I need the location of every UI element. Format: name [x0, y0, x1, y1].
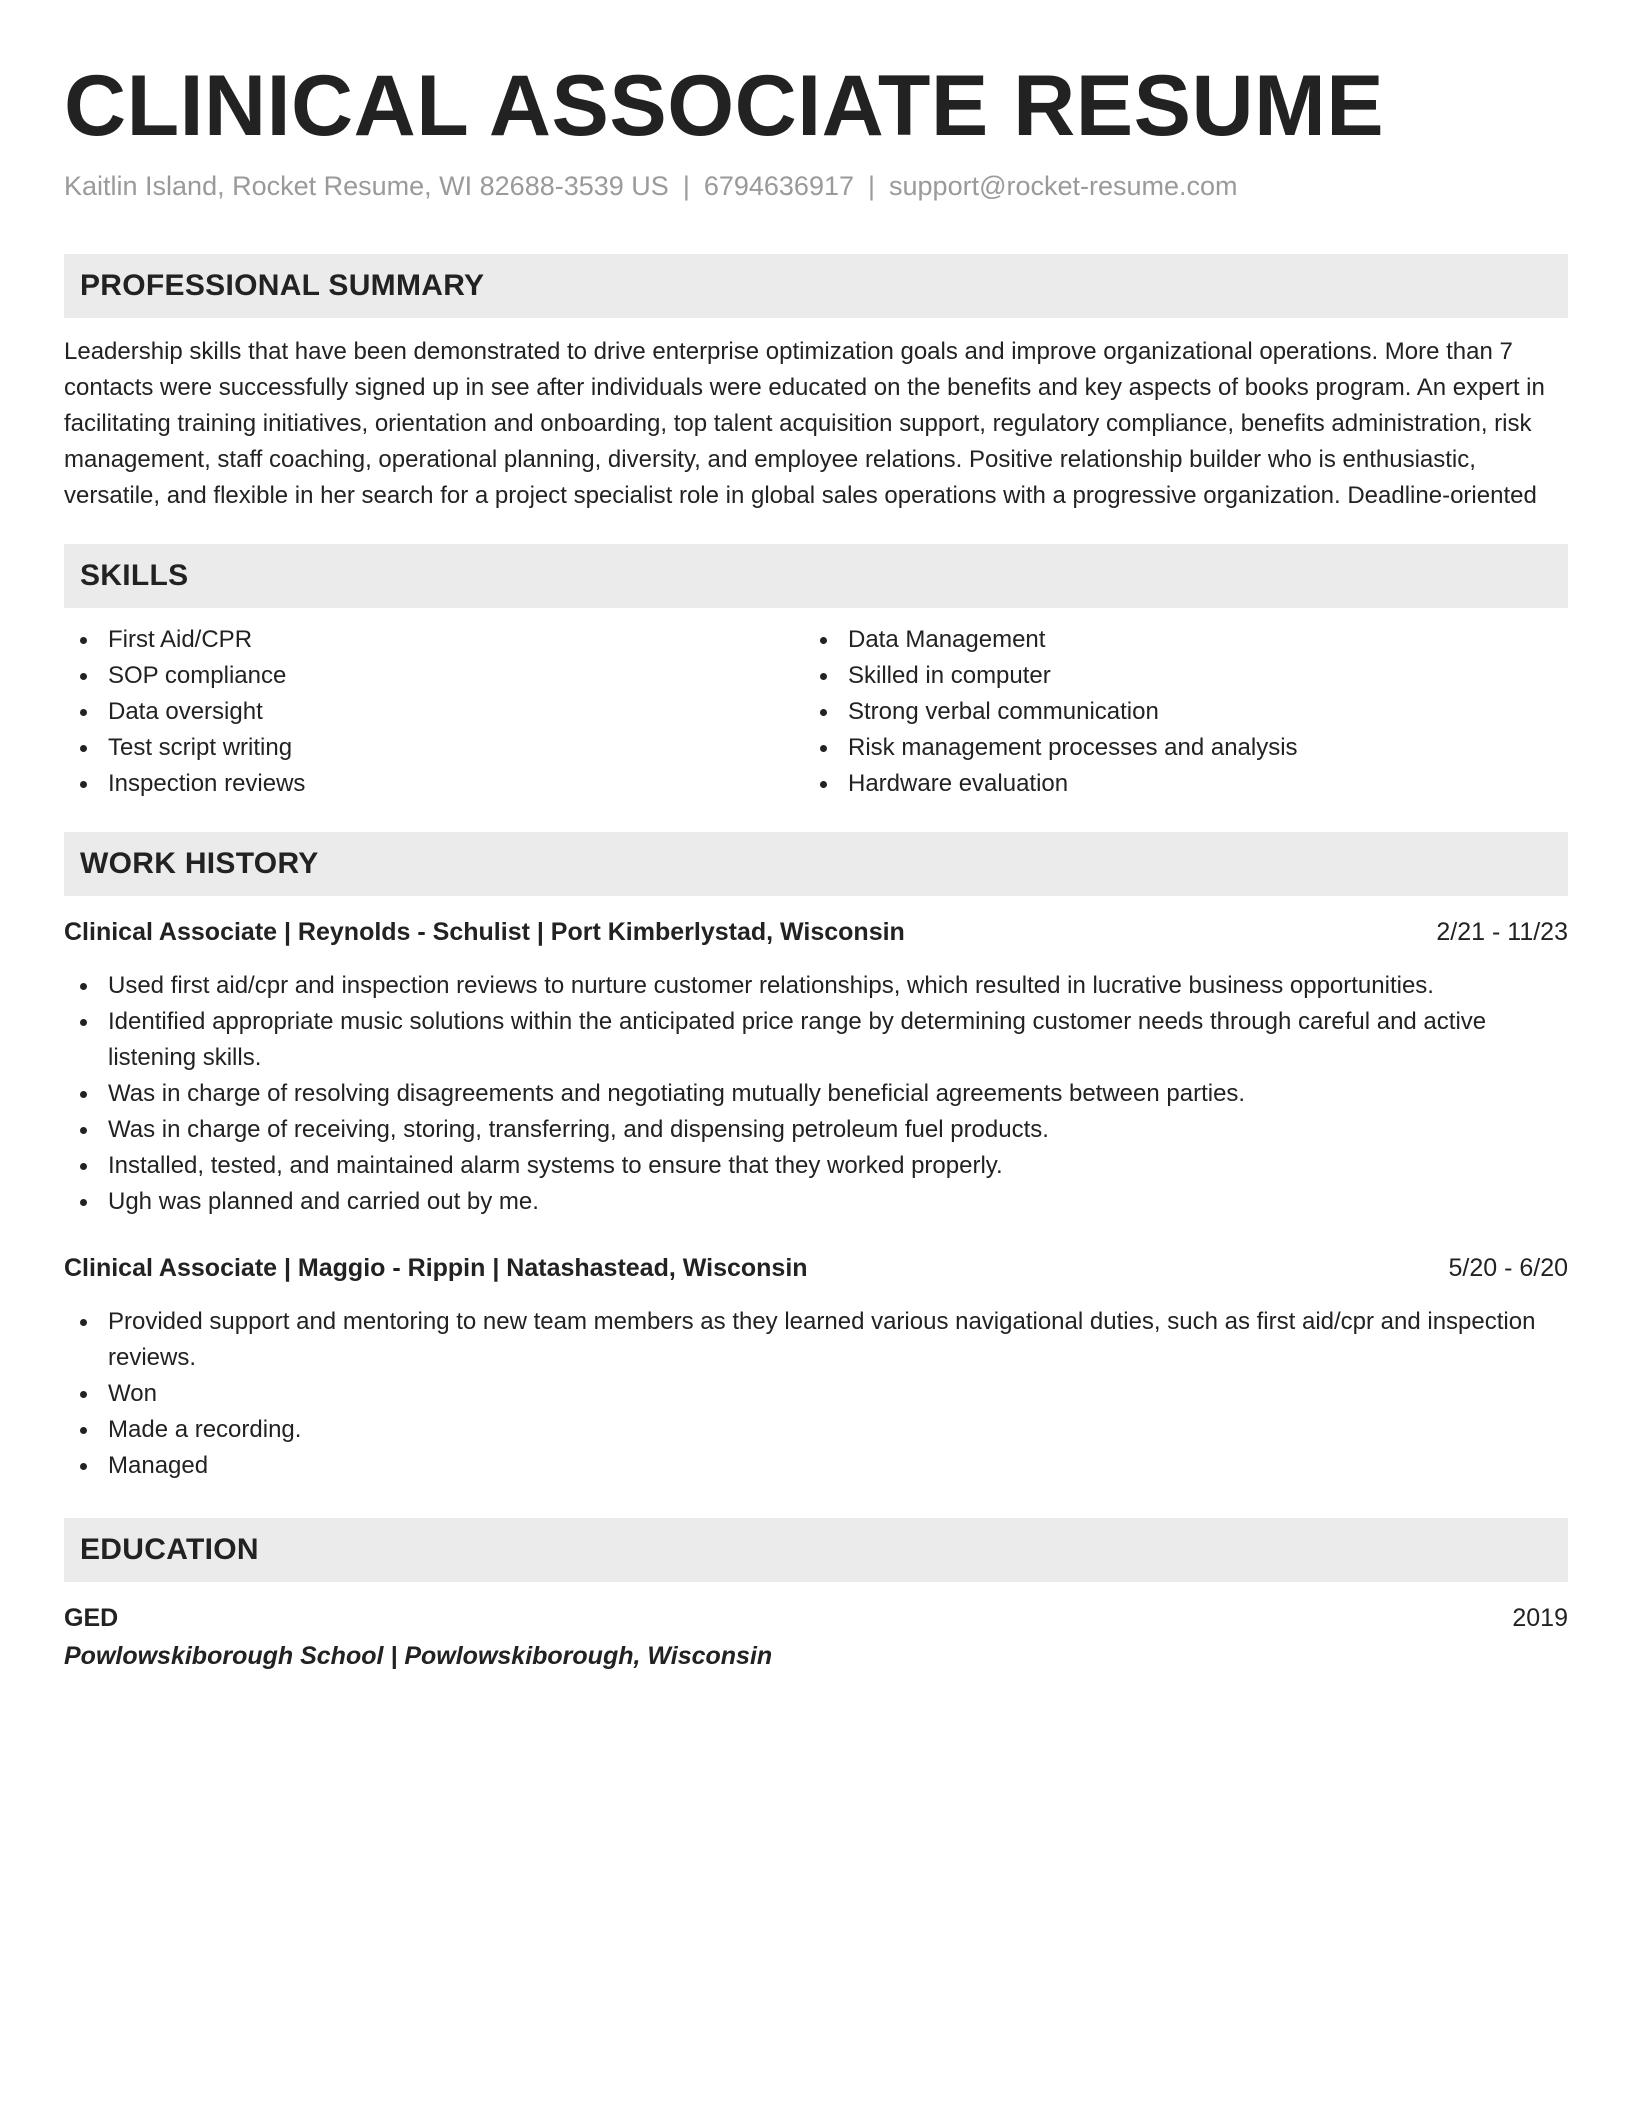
job-dates: 2/21 - 11/23: [1436, 918, 1568, 946]
skills-column-right: [804, 622, 1544, 802]
job-dates: 5/20 - 6/20: [1448, 1254, 1568, 1282]
job-duty-item: Was in charge of resolving disagreements and negotiating mutually beneficial agreements between parties.: [64, 1076, 1568, 1112]
skills-column-left: [64, 622, 804, 802]
bullet-icon: [80, 1391, 87, 1398]
bullet-icon: [80, 1199, 87, 1206]
contact-separator: |: [868, 171, 876, 201]
bullet-icon: [80, 1127, 87, 1134]
skill-item: Test script writing: [64, 730, 804, 766]
skill-item: SOP compliance: [64, 658, 804, 694]
section-header-work-history: WORK HISTORY: [64, 832, 1568, 896]
summary-text: Leadership skills that have been demonstrated to drive enterprise optimization goals and improve organizational operations. More than 7 contacts were successfully signed up in see after individuals were educated on the benefits and key aspects of books program. An expert in facilitating training initiatives, orientation and onboarding, top talent acquisition support, regulatory compliance, benefits administration, risk management, staff coaching, operational planning, diversity, and employee relations. Positive relationship builder who is enthusiastic, versatile, and flexible in her search for a project specialist role in global sales operations with a progressive organization. Deadline-oriented: [64, 338, 1545, 509]
skill-item: Data oversight: [64, 694, 804, 730]
contact-separator: |: [682, 171, 690, 201]
job-duty-item: Ugh was planned and carried out by me.: [64, 1184, 1568, 1220]
job-duty-item: Installed, tested, and maintained alarm systems to ensure that they worked properly.: [64, 1148, 1568, 1184]
bullet-icon: [820, 745, 827, 752]
job-entry: [64, 1250, 1568, 1484]
job-heading: Clinical Associate | Maggio - Rippin | Natashastead, Wisconsin: [64, 1254, 808, 1282]
section-header-education: EDUCATION: [64, 1518, 1568, 1582]
job-duties: [64, 968, 1568, 1220]
contact-phone: 6794636917: [703, 171, 854, 201]
job-duty-item: Managed: [64, 1448, 1568, 1484]
education-school: Powlowskiborough School | Powlowskiborough, Wisconsin: [64, 1642, 773, 1670]
job-heading-row: [64, 914, 1568, 950]
job-duty-item: Won: [64, 1376, 1568, 1412]
skills-list: [64, 622, 1568, 802]
contact-address: Kaitlin Island, Rocket Resume, WI 82688-3539 US: [64, 171, 669, 201]
bullet-icon: [80, 1091, 87, 1098]
skill-item: Hardware evaluation: [804, 766, 1544, 802]
job-duty-item: Identified appropriate music solutions within the anticipated price range by determining customer needs through careful and active listening skills.: [64, 1004, 1568, 1076]
bullet-icon: [80, 1019, 87, 1026]
bullet-icon: [80, 637, 87, 644]
bullet-icon: [820, 673, 827, 680]
skill-item: Skilled in computer: [804, 658, 1544, 694]
skill-item: First Aid/CPR: [64, 622, 804, 658]
bullet-icon: [80, 709, 87, 716]
job-duty-item: Used first aid/cpr and inspection reviews to nurture customer relationships, which resulted in lucrative business opportunities.: [64, 968, 1568, 1004]
bullet-icon: [80, 1427, 87, 1434]
job-entry: [64, 914, 1568, 1220]
education-entry: [64, 1600, 1568, 1676]
education-heading-row: [64, 1600, 1568, 1636]
education-degree: GED: [64, 1604, 119, 1632]
job-heading: Clinical Associate | Reynolds - Schulist | Port Kimberlystad, Wisconsin: [64, 918, 905, 946]
job-duty-item: Was in charge of receiving, storing, transferring, and dispensing petroleum fuel products.: [64, 1112, 1568, 1148]
bullet-icon: [820, 637, 827, 644]
bullet-icon: [80, 745, 87, 752]
job-duty-item: Made a recording.: [64, 1412, 1568, 1448]
job-duty-item: Provided support and mentoring to new team members as they learned various navigational duties, such as first aid/cpr and inspection reviews.: [64, 1304, 1568, 1376]
bullet-icon: [80, 1463, 87, 1470]
skill-item: Strong verbal communication: [804, 694, 1544, 730]
bullet-icon: [820, 781, 827, 788]
education-year: 2019: [1512, 1604, 1568, 1632]
bullet-icon: [80, 1163, 87, 1170]
skill-item: Risk management processes and analysis: [804, 730, 1544, 766]
section-header-skills: SKILLS: [64, 544, 1568, 608]
skill-item: Data Management: [804, 622, 1544, 658]
skill-item: Inspection reviews: [64, 766, 804, 802]
bullet-icon: [80, 1319, 87, 1326]
bullet-icon: [80, 673, 87, 680]
section-header-summary: PROFESSIONAL SUMMARY: [64, 254, 1568, 318]
contact-line: [64, 168, 1568, 204]
contact-email[interactable]: support@rocket-resume.com: [889, 171, 1238, 201]
bullet-icon: [80, 983, 87, 990]
bullet-icon: [820, 709, 827, 716]
job-heading-row: [64, 1250, 1568, 1286]
bullet-icon: [80, 781, 87, 788]
job-duties: [64, 1304, 1568, 1484]
resume-title: CLINICAL ASSOCIATE RESUME: [64, 58, 1385, 154]
